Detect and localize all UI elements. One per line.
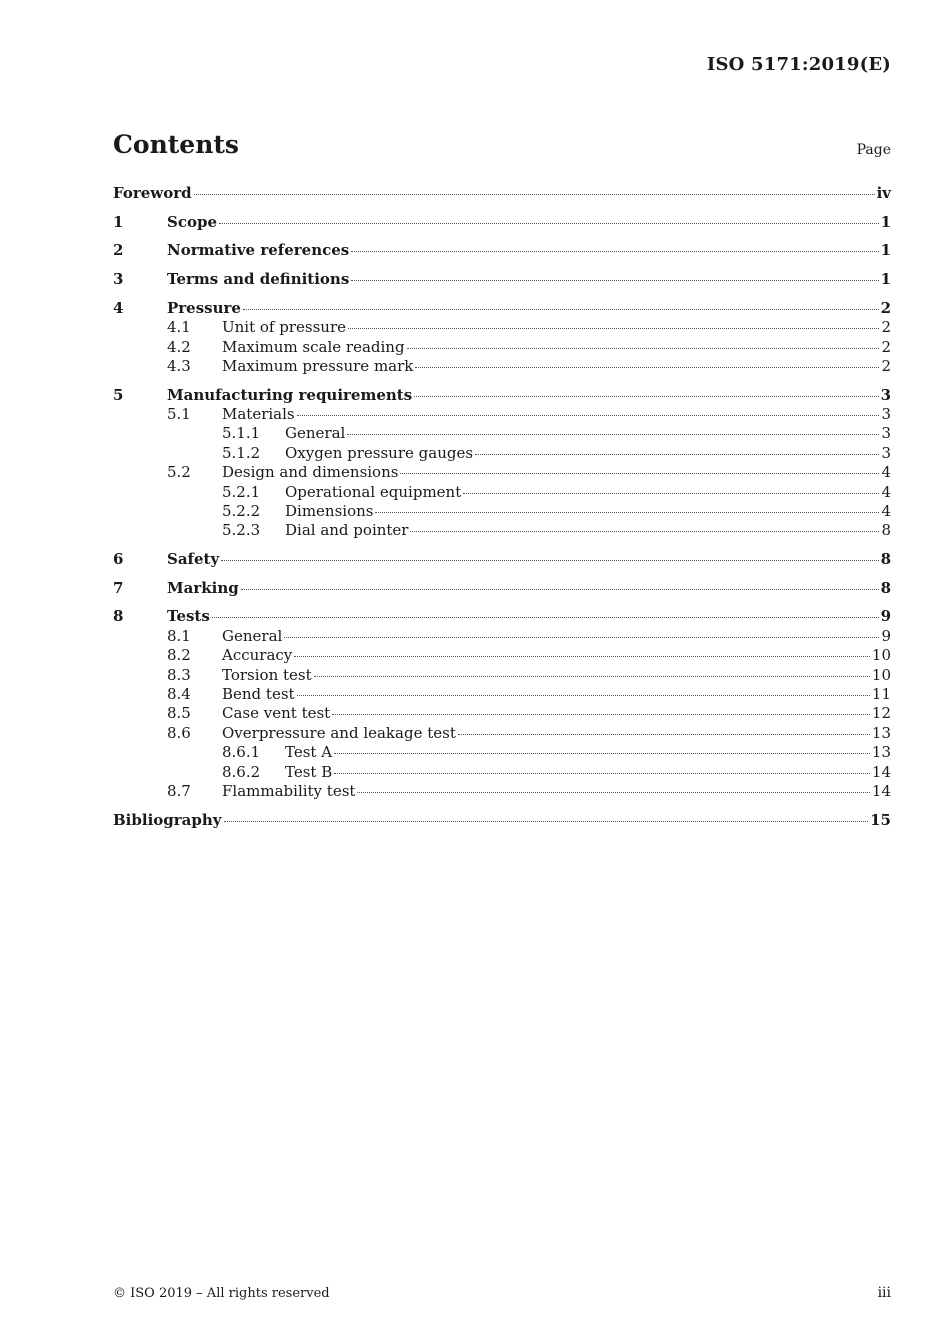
toc-entry-number: 1	[113, 212, 124, 231]
toc-entry-page: 15	[870, 810, 891, 829]
toc-entry-title: Dial and pointer	[285, 521, 409, 540]
toc-dot-leader	[219, 223, 879, 224]
toc-entry-page: 1	[880, 241, 891, 260]
toc-entry-number: 5.2.3	[222, 521, 261, 540]
toc-entry[interactable]	[113, 704, 891, 723]
toc-entry-title: Foreword	[113, 184, 192, 202]
toc-dot-leader	[243, 309, 879, 310]
toc-dot-leader	[297, 415, 880, 416]
toc-entry[interactable]	[113, 213, 891, 232]
toc-entry[interactable]	[113, 318, 891, 337]
toc-dot-leader	[348, 328, 879, 329]
toc-entry[interactable]	[113, 763, 891, 782]
toc-entry-number: 8.6.2	[222, 762, 261, 781]
toc-entry-number: 3	[113, 270, 124, 289]
toc-entry[interactable]	[113, 184, 891, 203]
toc-entry-title: Terms and definitions	[167, 270, 350, 289]
toc-entry-page: 4	[881, 482, 891, 501]
toc-dot-leader	[475, 454, 879, 455]
toc-entry-title: Normative references	[167, 241, 350, 260]
toc-entry[interactable]	[113, 463, 891, 482]
toc-entry-title: Unit of pressure	[222, 318, 346, 337]
toc-entry-page: 10	[871, 646, 891, 665]
document-id: ISO 5171:2019(E)	[706, 54, 891, 75]
toc-entry-number: 2	[113, 241, 124, 260]
toc-entry-page: 4	[881, 501, 891, 520]
toc-dot-leader	[458, 734, 870, 735]
toc-entry[interactable]	[113, 782, 891, 801]
toc-entry-title: General	[222, 626, 283, 645]
toc-entry-title: Case vent test	[222, 704, 331, 723]
toc-entry-title: Bibliography	[113, 810, 222, 829]
toc-dot-leader	[351, 251, 878, 252]
toc-entry-number: 8.4	[167, 684, 191, 703]
toc-dot-leader	[400, 473, 879, 474]
toc-entry-title: Maximum scale reading	[222, 337, 405, 356]
toc-entry[interactable]	[113, 521, 891, 540]
toc-entry-page: 3	[881, 443, 891, 462]
toc-entry-page: 4	[881, 463, 891, 482]
toc-entry-number: 4.1	[167, 318, 191, 337]
toc-dot-leader	[357, 792, 869, 793]
toc-entry-number: 5.2.2	[222, 501, 261, 520]
toc-dot-leader	[407, 348, 880, 349]
toc-entry[interactable]	[113, 386, 891, 405]
toc-entry-title: Maximum pressure mark	[222, 356, 414, 375]
page-column-label: Page	[856, 142, 891, 158]
toc-entry-page: 9	[881, 626, 891, 645]
toc-entry-title: Scope	[167, 212, 218, 231]
toc-entry-page: 13	[871, 743, 891, 762]
toc-entry[interactable]	[113, 483, 891, 502]
toc-entry-title: Overpressure and leakage test	[222, 723, 456, 742]
toc-entry-number: 5.1.2	[222, 443, 261, 462]
contents-heading: Contents	[113, 130, 240, 159]
toc-entry-title: Test B	[285, 762, 333, 781]
toc-entry-number: 6	[113, 550, 124, 569]
toc-entry-number: 4.2	[167, 337, 191, 356]
toc-entry-page: 14	[871, 781, 891, 800]
toc-dot-leader	[194, 194, 875, 195]
toc-entry-number: 8.2	[167, 646, 191, 665]
toc-dot-leader	[334, 773, 870, 774]
toc-entry-number: 5.1	[167, 405, 191, 423]
toc-entry-page: 2	[881, 356, 891, 375]
toc-dot-leader	[414, 396, 878, 397]
toc-entry-number: 5	[113, 385, 124, 404]
toc-entry-number: 8.3	[167, 665, 191, 684]
toc-dot-leader	[241, 589, 879, 590]
toc-dot-leader	[284, 637, 879, 638]
toc-entry-title: Test A	[285, 743, 333, 762]
toc-entry-page: 8	[880, 550, 891, 569]
toc-entry-title: Safety	[167, 550, 220, 569]
toc-entry-title: Tests	[167, 607, 210, 626]
toc-entry-title: Bend test	[222, 684, 295, 703]
toc-entry-page: 3	[880, 385, 891, 404]
toc-entry-page: 9	[880, 607, 891, 626]
toc-dot-leader	[415, 367, 879, 368]
toc-entry-number: 4.3	[167, 356, 191, 375]
toc-entry-page: 2	[881, 337, 891, 356]
toc-entry-title: Marking	[167, 578, 239, 597]
toc-entry[interactable]	[113, 550, 891, 569]
toc-entry-title: Flammability test	[222, 781, 356, 800]
toc-entry[interactable]	[113, 607, 891, 626]
toc-dot-leader	[347, 434, 879, 435]
toc-entry-title: Oxygen pressure gauges	[285, 443, 474, 462]
toc-entry-number: 5.1.1	[222, 424, 261, 443]
toc-entry-page: 2	[881, 318, 891, 337]
toc-entry-number: 8.7	[167, 781, 191, 800]
toc-dot-leader	[224, 821, 869, 822]
toc-entry[interactable]	[113, 627, 891, 646]
toc-dot-leader	[294, 656, 870, 657]
toc-entry[interactable]	[113, 666, 891, 685]
toc-entry-page: 1	[880, 212, 891, 231]
toc-entry-page: 11	[871, 684, 891, 703]
toc-entry[interactable]	[113, 579, 891, 598]
toc-entry-page: 12	[871, 704, 891, 723]
toc-dot-leader	[314, 676, 870, 677]
toc-entry-number: 7	[113, 578, 124, 597]
toc-dot-leader	[221, 560, 878, 561]
toc-entry-title: Accuracy	[222, 646, 293, 665]
toc-entry[interactable]	[113, 646, 891, 665]
toc-entry-title: Pressure	[167, 298, 241, 317]
toc-entry-page: iv	[876, 184, 891, 202]
toc-entry-page: 13	[871, 723, 891, 742]
toc-dot-leader	[297, 695, 870, 696]
footer-copyright: © ISO 2019 – All rights reserved	[113, 1286, 330, 1301]
toc-entry-number: 8.1	[167, 626, 191, 645]
toc-entry[interactable]	[113, 338, 891, 357]
toc-entry-number: 8.6.1	[222, 743, 261, 762]
toc-dot-leader	[351, 280, 878, 281]
table-of-contents	[113, 184, 891, 830]
toc-entry-title: Materials	[222, 405, 295, 423]
toc-entry[interactable]	[113, 685, 891, 704]
toc-entry[interactable]	[113, 357, 891, 376]
toc-dot-leader	[334, 753, 870, 754]
toc-entry-page: 2	[880, 298, 891, 317]
toc-entry-title: Manufacturing requirements	[167, 385, 413, 404]
toc-entry[interactable]	[113, 811, 891, 830]
toc-entry[interactable]	[113, 743, 891, 762]
toc-entry[interactable]	[113, 424, 891, 443]
toc-entry[interactable]	[113, 270, 891, 289]
toc-entry-number: 5.2.1	[222, 482, 261, 501]
toc-entry[interactable]	[113, 444, 891, 463]
toc-entry[interactable]	[113, 405, 891, 424]
toc-entry-title: General	[285, 424, 346, 443]
toc-entry[interactable]	[113, 502, 891, 521]
toc-entry-page: 8	[880, 578, 891, 597]
toc-entry[interactable]	[113, 299, 891, 318]
toc-dot-leader	[410, 531, 879, 532]
toc-entry-page: 14	[871, 762, 891, 781]
toc-dot-leader	[463, 493, 879, 494]
toc-entry-page: 1	[880, 270, 891, 289]
toc-entry-number: 5.2	[167, 463, 191, 482]
toc-entry-number: 8.5	[167, 704, 191, 723]
toc-entry-title: Dimensions	[285, 501, 374, 520]
toc-entry-number: 8.6	[167, 723, 191, 742]
toc-entry[interactable]	[113, 724, 891, 743]
toc-entry-page: 8	[881, 521, 891, 540]
toc-entry-title: Operational equipment	[285, 482, 462, 501]
toc-entry-title: Torsion test	[222, 665, 312, 684]
toc-dot-leader	[375, 512, 879, 513]
toc-dot-leader	[332, 714, 870, 715]
toc-entry-title: Design and dimensions	[222, 463, 399, 482]
toc-entry-page: 3	[881, 424, 891, 443]
toc-entry-number: 8	[113, 607, 124, 626]
toc-entry-page: 3	[881, 405, 891, 423]
toc-entry[interactable]	[113, 241, 891, 260]
toc-entry-number: 4	[113, 298, 124, 317]
toc-dot-leader	[212, 617, 879, 618]
footer-page-number: iii	[877, 1285, 891, 1301]
toc-entry-page: 10	[871, 665, 891, 684]
